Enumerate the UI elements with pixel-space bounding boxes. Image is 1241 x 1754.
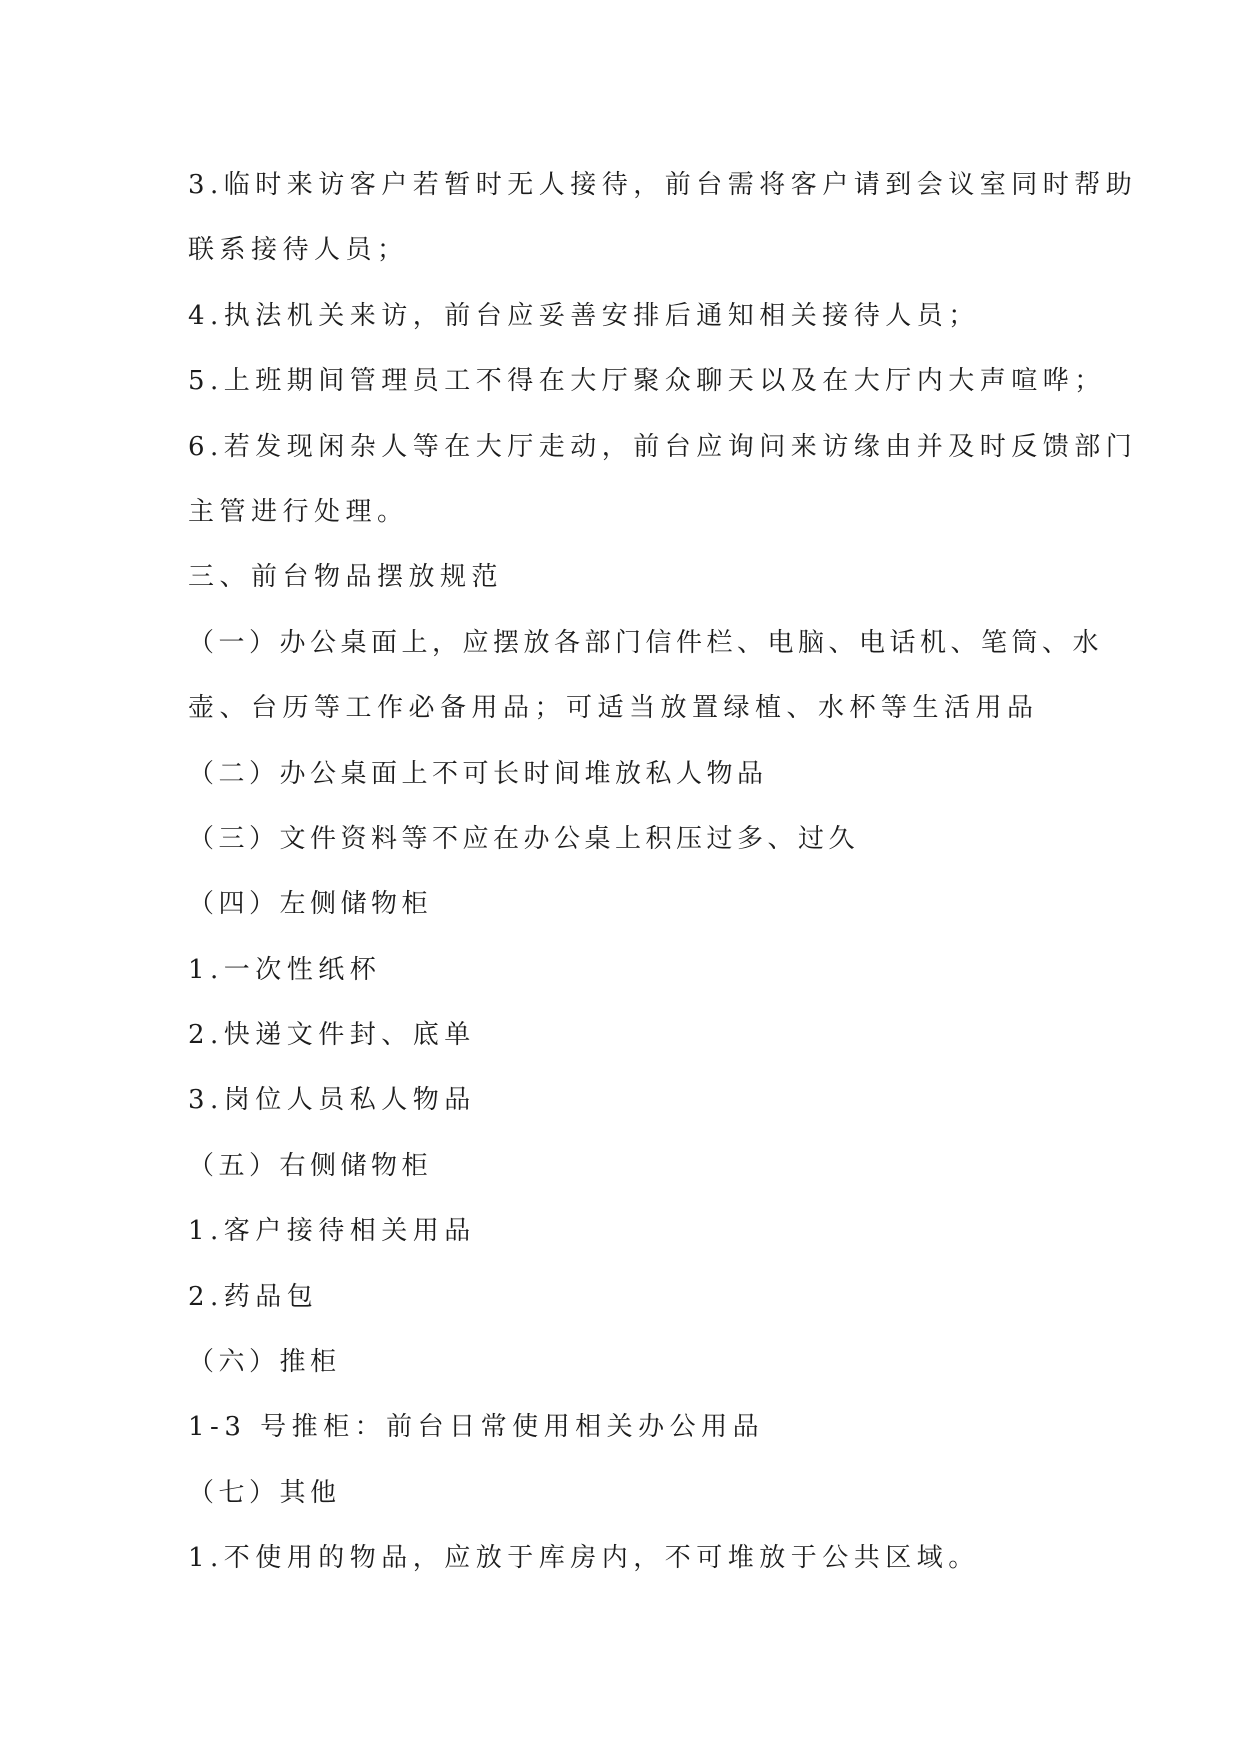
subsection-2: （二）办公桌面上不可长时间堆放私人物品 (188, 758, 768, 789)
list-item: 1.一次性纸杯 (188, 954, 382, 985)
list-item: 2.快递文件封、底单 (188, 1020, 476, 1051)
section-heading: 三、前台物品摆放规范 (188, 562, 504, 593)
document-body (188, 162, 1138, 1601)
paragraph-line-5: 5.上班期间管理员工不得在大厅聚众聊天以及在大厅内大声喧哗； (188, 366, 1106, 397)
list-item: 1-3 号推柜：前台日常使用相关办公用品 (188, 1412, 765, 1443)
list-item: 1.不使用的物品，应放于库房内，不可堆放于公共区域。 (188, 1543, 980, 1574)
paragraph-line-6-start: 6.若发现闲杂人等在大厅走动，前台应询问来访缘由并及时反馈部门 (188, 431, 1138, 462)
subsection-3: （三）文件资料等不应在办公桌上积压过多、过久 (188, 823, 860, 854)
subsection-5-heading: （五）右侧储物柜 (188, 1150, 433, 1181)
paragraph-line-3-end: 联系接待人员； (188, 235, 409, 266)
list-item: 2.药品包 (188, 1281, 319, 1312)
paragraph-line-4: 4.执法机关来访，前台应妥善安排后通知相关接待人员； (188, 300, 980, 331)
subsection-1-start: （一）办公桌面上，应摆放各部门信件栏、电脑、电话机、笔筒、水 (188, 627, 1104, 658)
paragraph-line-3-start: 3.临时来访客户若暂时无人接待，前台需将客户请到会议室同时帮助 (188, 170, 1138, 200)
subsection-1-end: 壶、台历等工作必备用品；可适当放置绿植、水杯等生活用品 (188, 693, 1039, 724)
subsection-6-heading: （六）推柜 (188, 1347, 341, 1378)
list-item: 3.岗位人员私人物品 (188, 1085, 476, 1116)
paragraph-line-6-end: 主管进行处理。 (188, 496, 409, 527)
subsection-4-heading: （四）左侧储物柜 (188, 889, 433, 920)
subsection-7-heading: （七）其他 (188, 1477, 341, 1508)
list-item: 1.客户接待相关用品 (188, 1216, 476, 1247)
